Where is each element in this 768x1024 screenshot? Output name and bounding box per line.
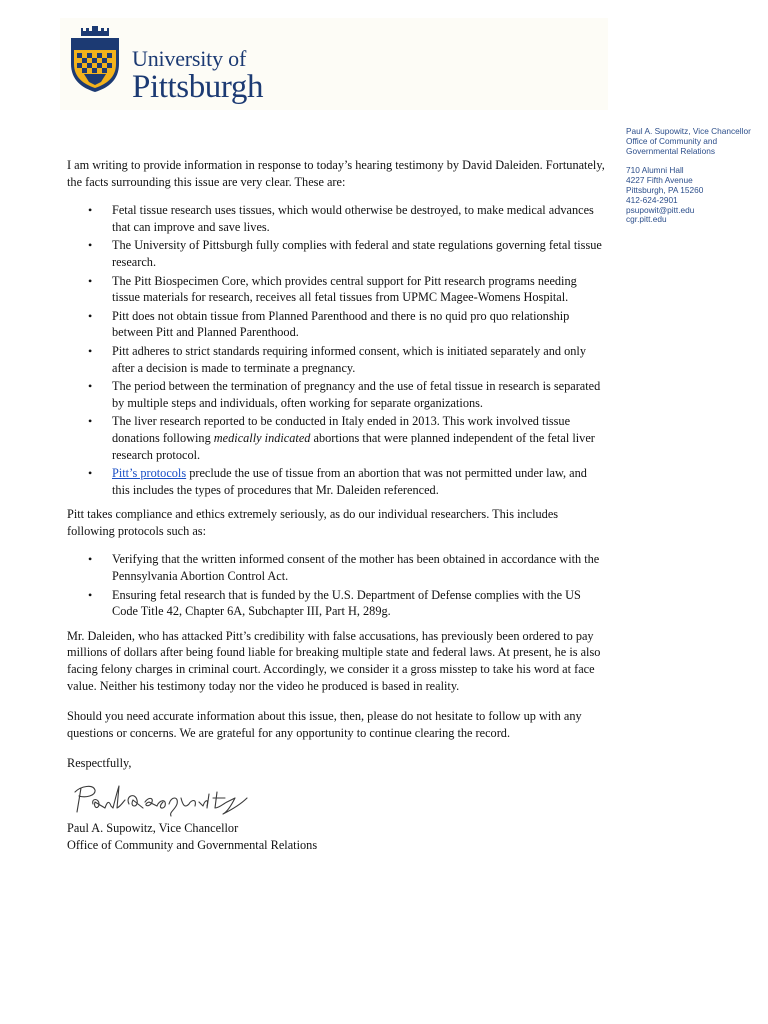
protocols-list <box>67 551 605 619</box>
pitt-protocols-link[interactable]: Pitt’s protocols <box>112 466 187 481</box>
email-address: psupowit@pitt.edu <box>626 204 695 215</box>
daleiden-paragraph: Mr. Daleiden, who has attacked Pitt’s credibility with false accusations, has previously been ordered to pay millions of dollars after being found liable for breaking multiple state and federal laws. At present, he is also facing felony charges in criminal court. Accordingly, we consider it a gross misstep to take his word at face value. Neither his testimony today nor the video he produced is based in reality. <box>67 628 601 693</box>
handwritten-signature <box>67 778 252 818</box>
intro-paragraph: I am writing to provide information in response to today’s hearing testimony by David Daleiden. Fortunately, the facts surrounding this issue are very clear. These are: <box>67 158 605 189</box>
address-line-1: 710 Alumni Hall <box>626 165 684 176</box>
list-item: • The Pitt Biospecimen Core, which provides central support for Pitt research programs needing tissue materials for research, receives all fetal tissues from UPMC Magee-Womens Hospital. <box>112 273 605 306</box>
address-line-2: 4227 Fifth Avenue <box>626 175 693 186</box>
address-block <box>626 166 766 225</box>
list-item <box>112 413 605 463</box>
fact-7-emphasis: medically indicated <box>213 430 311 445</box>
signoff: Respectfully, <box>67 756 132 771</box>
fact-7-text-start: The liver research reported to be conducted in Italy ended in 2013. This work involved tissue donations following <box>112 414 571 445</box>
list-item: • Pitt adheres to strict standards requiring informed consent, which is initiated separately and only after a decision is made to terminate a pregnancy. <box>112 343 605 376</box>
list-item: • Pitt does not obtain tissue from Planned Parenthood and there is no quid pro quo relationship between Pitt and Planned Parenthood. <box>112 308 605 341</box>
sender-name: Paul A. Supowitz, Vice Chancellor <box>626 126 751 136</box>
signer-name: Paul A. Supowitz, Vice Chancellor <box>67 821 239 835</box>
list-item <box>112 465 605 498</box>
address-line-3: Pittsburgh, PA 15260 <box>626 184 704 195</box>
letter-body <box>67 157 605 853</box>
letterhead-logo <box>60 18 608 110</box>
compliance-paragraph: Pitt takes compliance and ethics extremely seriously, as do our individual researchers. This includes following protocols such as: <box>67 507 559 538</box>
list-item: • The period between the termination of pregnancy and the use of fetal tissue in research is separated by multiple steps and individuals, often working for separate organizations. <box>112 378 605 411</box>
phone-number: 412-624-2901 <box>626 194 678 205</box>
list-item: • Fetal tissue research uses tissues, which would otherwise be destroyed, to make medical advances that can improve and save lives. <box>112 202 605 235</box>
logo-wordmark <box>132 48 263 104</box>
website: cgr.pitt.edu <box>626 214 667 225</box>
facts-list <box>67 202 605 498</box>
fact-7-text-end: abortions that were planned independent of the fetal liver research protocol. <box>112 430 595 462</box>
list-item: • The University of Pittsburgh fully complies with federal and state regulations governing fetal tissue research. <box>112 237 605 270</box>
contact-sidebar <box>626 127 766 235</box>
logo-line-1: University of <box>132 46 247 71</box>
sender-office-line-2: Governmental Relations <box>626 145 716 156</box>
fact-8-text: preclude the use of tissue from an abortion that was not permitted under law, and this includes the types of procedures that Mr. Daleiden referenced. <box>112 466 587 497</box>
sender-block <box>626 127 766 156</box>
list-item: • Verifying that the written informed consent of the mother has been obtained in accordance with the Pennsylvania Abortion Control Act. <box>112 551 605 584</box>
list-item: • Ensuring fetal research that is funded by the U.S. Department of Defense complies with the US Code Title 42, Chapter 6A, Subchapter III, Part H, 289g. <box>112 587 605 620</box>
signature-block <box>67 820 605 853</box>
sender-office-line-1: Office of Community and <box>626 135 718 146</box>
pitt-shield-icon <box>68 24 122 94</box>
closing-paragraph: Should you need accurate information about this issue, then, please do not hesitate to follow up with any questions or concerns. We are grateful for any opportunity to continue clearing the record. <box>67 709 582 740</box>
logo-line-2: Pittsburgh <box>132 69 264 105</box>
signer-office: Office of Community and Governmental Relations <box>67 837 318 852</box>
